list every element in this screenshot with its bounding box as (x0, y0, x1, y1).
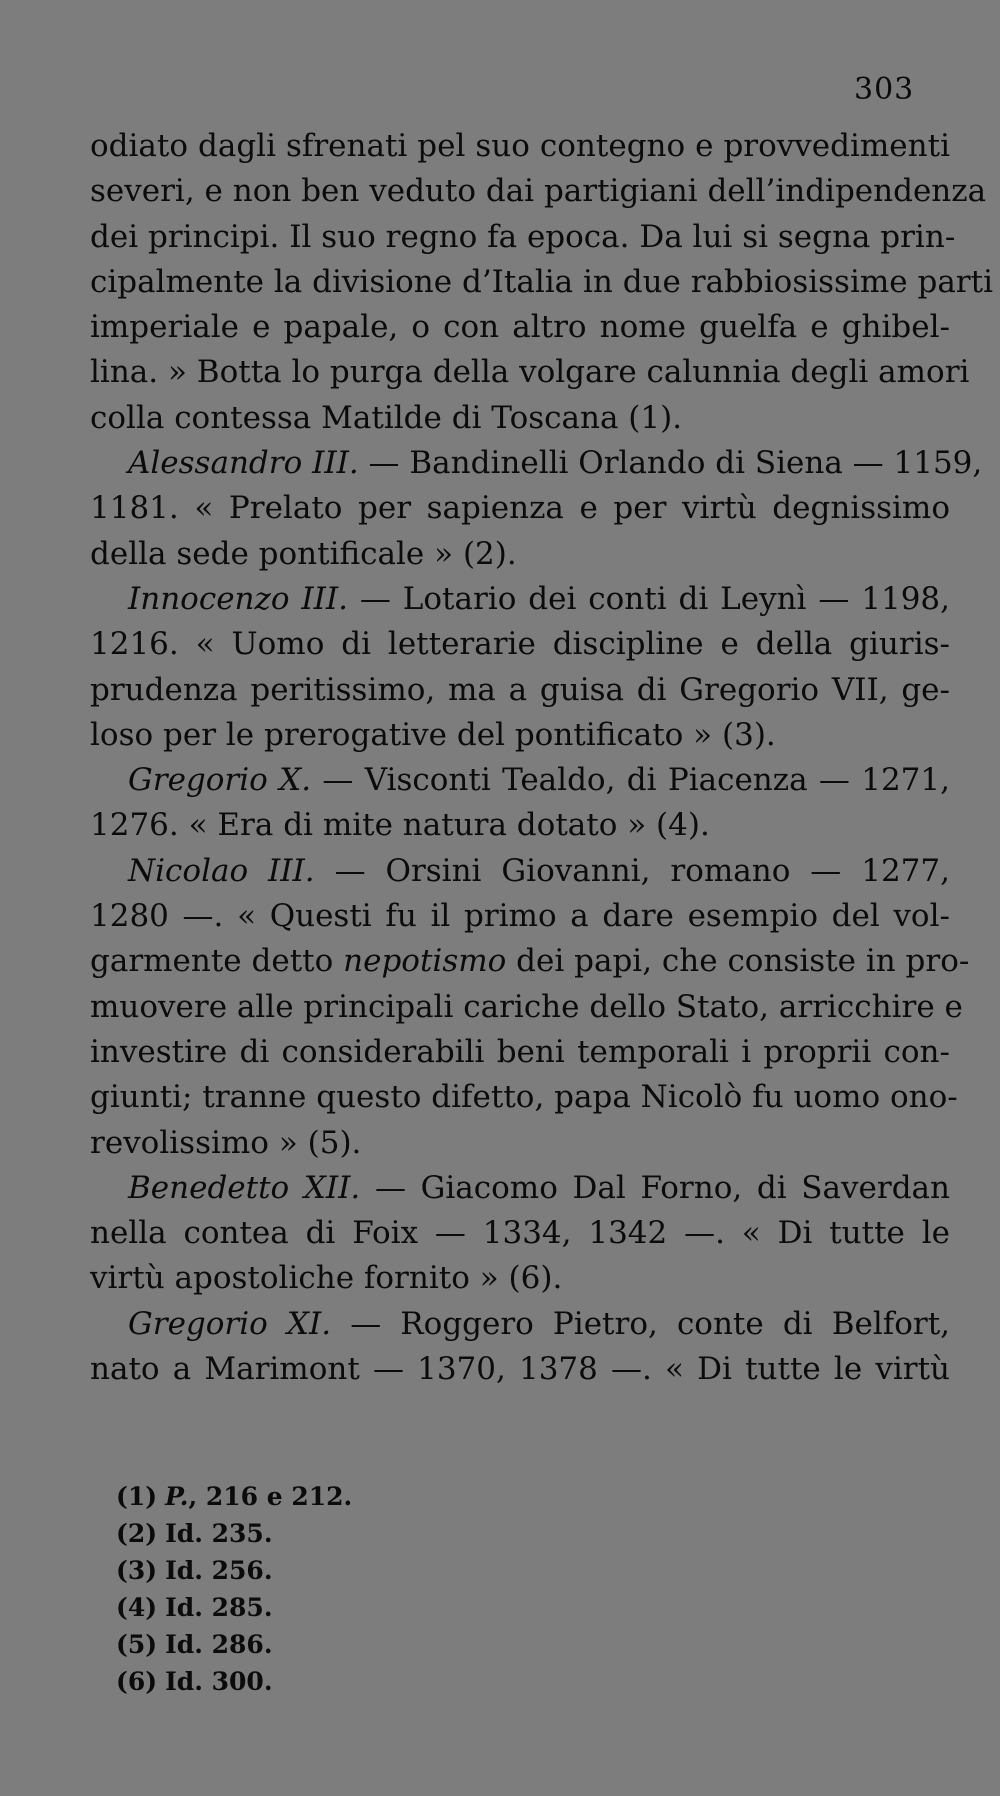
text-run: loso per le prerogative del pontificato » (3). (90, 716, 776, 753)
text-line (90, 985, 963, 1030)
text-run: garmente detto (90, 943, 344, 980)
italic-text: Gregorio X. (128, 762, 312, 799)
text-line (90, 758, 950, 803)
text-line (90, 1121, 950, 1166)
footnote (116, 1515, 416, 1552)
text-run: giunti; tranne questo difetto, papa Nicolò fu uomo ono- (90, 1079, 958, 1116)
footnote-text: Id. 286. (165, 1630, 273, 1659)
text-run: — Roggero Pietro, conte di Belfort, (331, 1305, 951, 1342)
text-run: dei papi, che consiste in pro- (506, 943, 970, 980)
text-run: virtù apostoliche fornito » (6). (90, 1260, 563, 1297)
text-line (90, 577, 950, 622)
text-line (90, 260, 993, 305)
footnotes (116, 1478, 416, 1700)
text-run: nella contea di Foix — 1334, 1342 —. « Di tutte le (90, 1215, 950, 1252)
text-run: revolissimo » (5). (90, 1124, 362, 1161)
text-line (90, 1030, 950, 1075)
italic-text: Benedetto XII. (128, 1169, 361, 1206)
footnote (116, 1663, 416, 1700)
text-run: — Visconti Tealdo, di Piacenza — 1271, (311, 762, 950, 799)
text-line (90, 622, 950, 667)
footnote (116, 1626, 416, 1663)
text-line (90, 668, 950, 713)
text-run: 1280 —. « Questi fu il primo a dare esempio del vol- (90, 898, 950, 935)
text-run: — Giacomo Dal Forno, di Saverdan (360, 1169, 950, 1206)
text-line (90, 1347, 950, 1392)
page-number: 303 (854, 72, 915, 107)
text-line (90, 532, 950, 577)
paragraph (90, 849, 970, 1166)
paragraph (90, 758, 950, 849)
text-run: colla contessa Matilde di Toscana (1). (90, 399, 683, 436)
italic-text: Innocenzo III. (128, 580, 348, 617)
paragraph (90, 124, 993, 441)
italic-text: Nicolao III. (128, 852, 315, 889)
text-run: 1276. « Era di mite natura dotato » (4). (90, 807, 710, 844)
footnote-text: Id. 256. (165, 1556, 273, 1585)
text-run: imperiale e papale, o con altro nome guelfa e ghibel- (90, 309, 950, 346)
footnote-number: (1) (116, 1482, 158, 1511)
text-line (90, 1075, 958, 1120)
text-run: della sede pontificale » (2). (90, 535, 517, 572)
text-run: — Orsini Giovanni, romano — 1277, (314, 852, 950, 889)
footnote-number: (4) (116, 1593, 158, 1622)
text-line (90, 1256, 950, 1301)
paragraph (90, 441, 983, 577)
italic-text: Alessandro III. (128, 445, 359, 482)
text-run: severi, e non ben veduto dai partigiani dell’indipendenza (90, 173, 987, 210)
paragraph (90, 577, 950, 758)
footnote-number: (6) (116, 1667, 158, 1696)
text-run: dei principi. Il suo regno fa epoca. Da lui si segna prin- (90, 218, 956, 255)
text-run: nato a Marimont — 1370, 1378 —. « Di tutte le virtù (90, 1351, 950, 1388)
text-run: cipalmente la divisione d’Italia in due rabbiosissime parti (90, 263, 993, 300)
text-line (90, 215, 956, 260)
text-line (90, 124, 950, 169)
footnote-text: Id. 300. (165, 1667, 273, 1696)
text-run: prudenza peritissimo, ma a guisa di Gregorio VII, ge- (90, 671, 950, 708)
text-run: lina. » Botta lo purga della volgare calunnia degli amori (90, 354, 970, 391)
text-line (90, 1166, 950, 1211)
text-run: muovere alle principali cariche dello Stato, arricchire e (90, 988, 963, 1025)
footnote-number: (3) (116, 1556, 158, 1585)
text-line (90, 894, 950, 939)
text-run: 1181. « Prelato per sapienza e per virtù degnissimo (90, 490, 950, 527)
text-run: — Lotario dei conti di Leynì — 1198, (348, 580, 950, 617)
footnote-text: , 216 e 212. (188, 1482, 353, 1511)
text-line (90, 1211, 950, 1256)
text-line (90, 305, 950, 350)
text-line (90, 350, 970, 395)
text-run: — Bandinelli Orlando di Siena — 1159, (358, 445, 983, 482)
text-line (90, 849, 950, 894)
text-line (90, 713, 950, 758)
italic-text: Gregorio XI. (128, 1305, 332, 1342)
text-line (90, 1302, 950, 1347)
footnote (116, 1552, 416, 1589)
text-line (90, 396, 950, 441)
text-line (90, 441, 983, 486)
paragraph (90, 1166, 950, 1302)
footnote-text: P. (165, 1482, 189, 1511)
text-line (90, 803, 950, 848)
footnote (116, 1589, 416, 1626)
footnote-text: Id. 285. (165, 1593, 273, 1622)
text-line (90, 486, 950, 531)
text-run: odiato dagli sfrenati pel suo contegno e provvedimenti (90, 128, 950, 164)
footnote-number: (5) (116, 1630, 158, 1659)
text-run: 1216. « Uomo di letterarie discipline e della giuris- (90, 626, 950, 663)
body-text (90, 124, 993, 1392)
text-run: investire di considerabili beni temporali i proprii con- (90, 1033, 950, 1070)
footnote-text: Id. 235. (165, 1519, 273, 1548)
text-line (90, 939, 970, 984)
footnote (116, 1478, 416, 1515)
paragraph (90, 1302, 950, 1393)
text-line (90, 169, 987, 214)
footnote-number: (2) (116, 1519, 158, 1548)
italic-text: nepotismo (343, 943, 507, 980)
